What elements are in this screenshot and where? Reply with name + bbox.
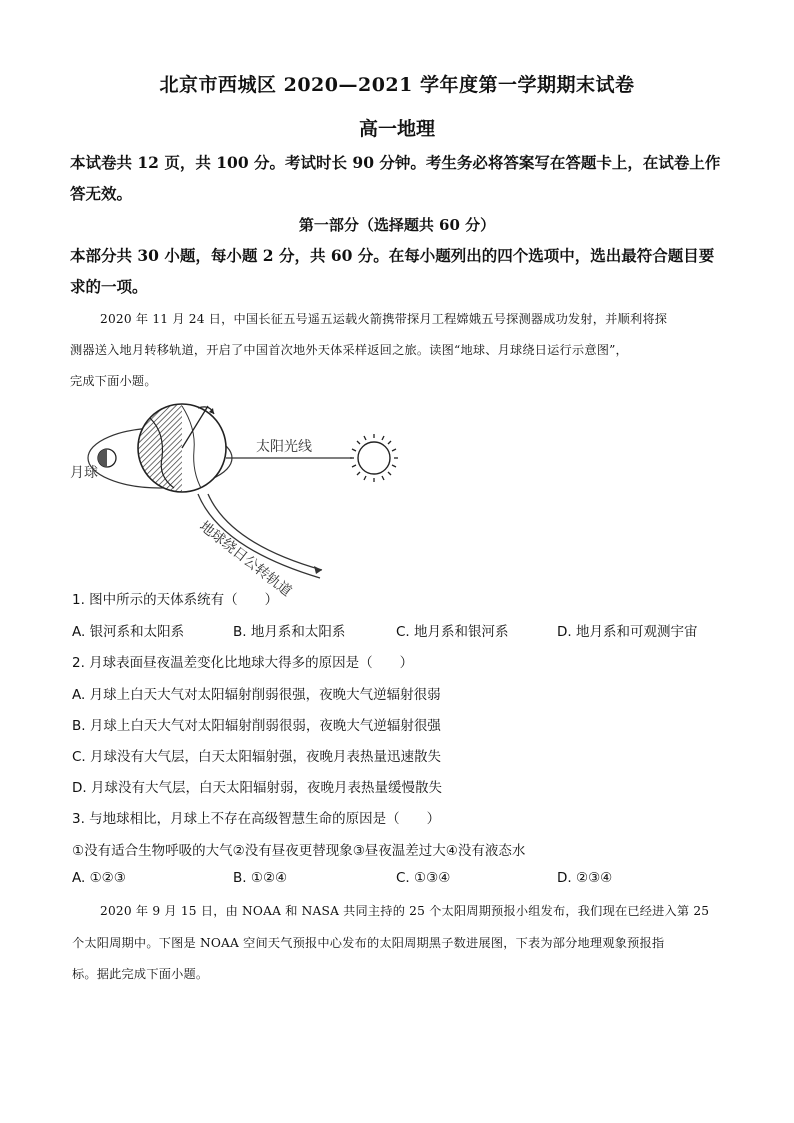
exam-title: 北京市西城区 2020—2021 学年度第一学期期末试卷 — [159, 74, 635, 96]
section-desc-line-2: 求的一项。 — [70, 277, 148, 296]
question-2-option-c[interactable]: C. 月球没有大气层，白天太阳辐射强，夜晚月表热量迅速散失 — [72, 749, 442, 765]
instructions-line-2: 答无效。 — [70, 184, 133, 203]
section-title: 第一部分（选择题共 60 分） — [298, 216, 496, 234]
question-3-option-c[interactable]: C. ①③④ — [396, 870, 451, 886]
question-3-stem: 3. 与地球相比，月球上不存在高级智慧生命的原因是（ ） — [72, 811, 441, 827]
passage-2-line-3: 标。据此完成下面小题。 — [72, 967, 209, 981]
question-2-option-b[interactable]: B. 月球上白天大气对太阳辐射削弱很弱，夜晚大气逆辐射很强 — [72, 718, 441, 734]
question-3-statements: ①没有适合生物呼吸的大气②没有昼夜更替现象③昼夜温差过大④没有液态水 — [72, 843, 526, 859]
section-desc-line-1: 本部分共 30 小题，每小题 2 分，共 60 分。在每小题列出的四个选项中，选出最符合题目要 — [70, 246, 715, 265]
exam-subtitle: 高一地理 — [358, 118, 435, 140]
question-3-option-a[interactable]: A. ①②③ — [72, 870, 126, 886]
question-1-stem: 1. 图中所示的天体系统有（ ） — [72, 592, 279, 608]
question-1-option-c[interactable]: C. 地月系和银河系 — [396, 624, 509, 640]
passage-2-line-1: 2020 年 9 月 15 日，由 NOAA 和 NASA 共同主持的 25 个太阳周期预报小组发布，我们现在已经进入第 25 — [100, 904, 710, 918]
passage-1-line-3: 完成下面小题。 — [70, 374, 157, 388]
passage-1-line-2: 测器送入地月转移轨道，开启了中国首次地外天体采样返回之旅。读图“地球、月球绕日运行示意图”， — [70, 343, 628, 357]
passage-1-line-1: 2020 年 11 月 24 日，中国长征五号遥五运载火箭携带探月工程嫦娥五号探测器成功发射，并顺利将探 — [100, 312, 668, 326]
sunlight-label: 太阳光线 — [256, 439, 312, 455]
question-2-stem: 2. 月球表面昼夜温差变化比地球大得多的原因是（ ） — [72, 655, 414, 671]
question-1-option-d[interactable]: D. 地月系和可观测宇宙 — [557, 624, 698, 640]
question-1-option-a[interactable]: A. 银河系和太阳系 — [72, 624, 185, 640]
instructions-line-1: 本试卷共 12 页，共 100 分。考试时长 90 分钟。考生务必将答案写在答题卡上，在试卷上作 — [70, 153, 721, 172]
passage-2-line-2: 个太阳周期中。下图是 NOAA 空间天气预报中心发布的太阳周期黑子数进展图，下表为部分地理观象预报指 — [72, 936, 665, 950]
orbit-label: 地球绕日公转轨道 — [196, 518, 295, 600]
question-2-option-d[interactable]: D. 月球没有大气层，白天太阳辐射弱，夜晚月表热量缓慢散失 — [72, 780, 442, 796]
question-3-option-d[interactable]: D. ②③④ — [557, 870, 613, 886]
sun-icon — [350, 434, 398, 482]
moon-label: 月球 — [70, 465, 98, 481]
question-2-option-a[interactable]: A. 月球上白天大气对太阳辐射削弱很强，夜晚大气逆辐射很弱 — [72, 687, 441, 703]
question-3-option-b[interactable]: B. ①②④ — [233, 870, 288, 886]
question-1-option-b[interactable]: B. 地月系和太阳系 — [233, 624, 346, 640]
